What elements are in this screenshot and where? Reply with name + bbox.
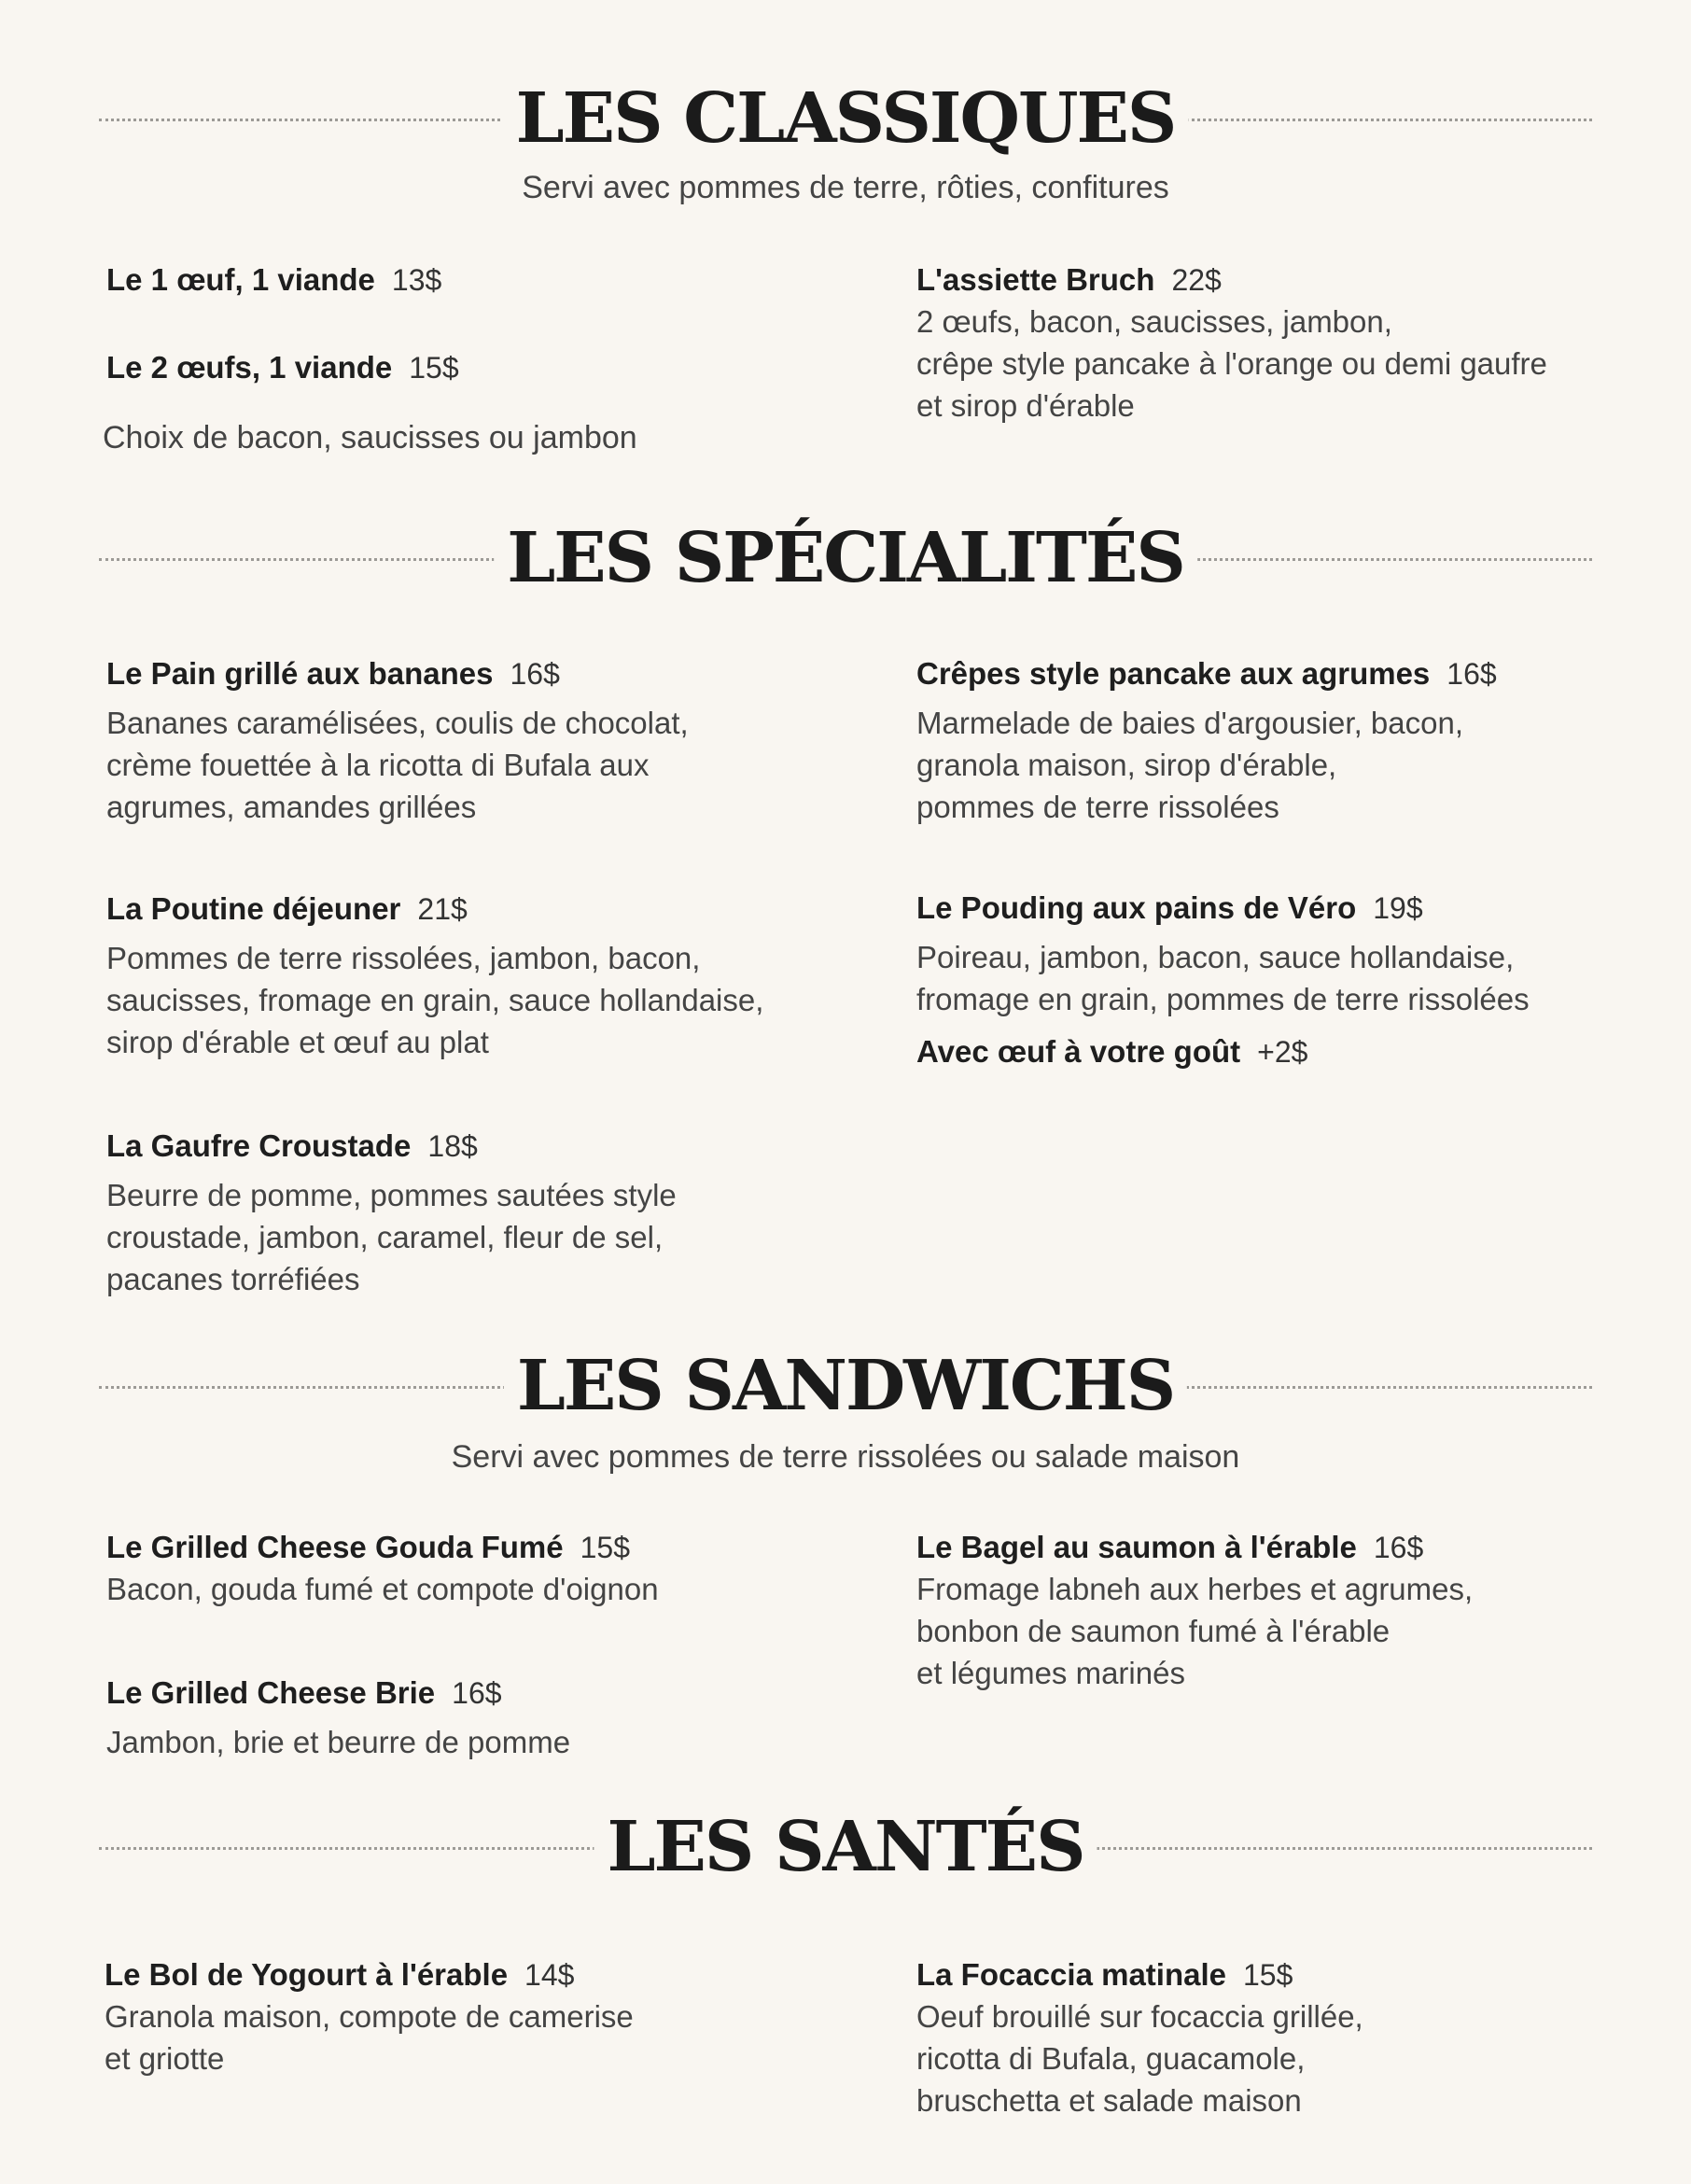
item-description: Poireau, jambon, bacon, sauce hollandaise, fromage en grain, pommes de terre rissolées [916, 940, 1530, 1016]
menu-item [105, 1954, 888, 2079]
item-name: La Focaccia matinale [916, 1957, 1226, 1992]
item-price: 16$ [1373, 1531, 1424, 1564]
item-name: Le Pain grillé aux bananes [106, 656, 494, 691]
item-name: Crêpes style pancake aux agrumes [916, 656, 1431, 691]
item-price: 16$ [510, 657, 560, 691]
item-note: Choix de bacon, saucisses ou jambon [103, 420, 637, 455]
item-price: 14$ [524, 1958, 575, 1992]
item-name: Le Grilled Cheese Gouda Fumé [106, 1530, 564, 1564]
item-name: La Poutine déjeuner [106, 891, 401, 926]
menu-item [916, 1954, 1691, 2121]
section-title: LES SANDWICHS [504, 1344, 1187, 1428]
item-price: 21$ [417, 892, 468, 926]
item-price: 16$ [1446, 657, 1497, 691]
item-description: Oeuf brouillé sur focaccia grillée, ricotta di Bufala, guacamole, bruschetta et salade maison [916, 1999, 1363, 2118]
item-name: Le Bol de Yogourt à l'érable [105, 1957, 509, 1992]
item-description: Bananes caramélisées, coulis de chocolat, crème fouettée à la ricotta di Bufala aux agrumes, amandes grillées [106, 706, 689, 824]
section-title: LES CLASSIQUES [503, 77, 1189, 161]
item-description: 2 œufs, bacon, saucisses, jambon, crêpe style pancake à l'orange ou demi gaufre et sirop d'érable [916, 304, 1547, 423]
item-price: 19$ [1373, 891, 1423, 925]
section-subtitle: Servi avec pommes de terre, rôties, confitures [522, 170, 1169, 205]
section-title: LES SANTÉS [594, 1805, 1097, 1889]
section-subtitle: Servi avec pommes de terre rissolées ou salade maison [451, 1439, 1240, 1475]
item-description: Marmelade de baies d'argousier, bacon, granola maison, sirop d'érable, pommes de terre rissolées [916, 706, 1463, 824]
item-name: L'assiette Bruch [916, 262, 1155, 297]
menu-item [916, 259, 1691, 427]
menu-item [106, 1527, 890, 1610]
menu-item [916, 888, 1691, 1072]
section-header-classiques [99, 77, 1592, 161]
item-name: Le Bagel au saumon à l'érable [916, 1530, 1357, 1564]
addon-price: +2$ [1257, 1035, 1308, 1069]
item-price: 16$ [452, 1676, 502, 1710]
item-description: Jambon, brie et beurre de pomme [106, 1725, 571, 1759]
menu-item [106, 1126, 890, 1300]
menu-item [106, 347, 890, 388]
menu-item [106, 889, 890, 1063]
item-name: Le 1 œuf, 1 viande [106, 262, 375, 297]
item-price: 22$ [1171, 263, 1222, 297]
item-price: 15$ [1242, 1958, 1293, 1992]
item-name: Le Pouding aux pains de Véro [916, 890, 1357, 925]
item-description: Granola maison, compote de camerise et griotte [105, 1999, 634, 2076]
menu-item [106, 653, 890, 828]
item-price: 15$ [409, 351, 459, 385]
item-addon [916, 1031, 1691, 1072]
item-price: 13$ [391, 263, 442, 297]
item-description: Fromage labneh aux herbes et agrumes, bonbon de saumon fumé à l'érable et légumes marinés [916, 1572, 1474, 1690]
item-description: Beurre de pomme, pommes sautées style croustade, jambon, caramel, fleur de sel, pacanes torréfiées [106, 1178, 677, 1296]
item-description: Bacon, gouda fumé et compote d'oignon [106, 1572, 659, 1606]
menu-item [106, 1673, 890, 1763]
item-price: 15$ [580, 1531, 631, 1564]
item-name: Le 2 œufs, 1 viande [106, 350, 393, 385]
item-price: 18$ [427, 1129, 478, 1163]
addon-name: Avec œuf à votre goût [916, 1034, 1241, 1069]
menu-item [916, 653, 1691, 828]
section-title: LES SPÉCIALITÉS [494, 516, 1197, 600]
menu-item [106, 259, 890, 301]
menu-item [916, 1527, 1691, 1694]
section-header-sandwichs [99, 1344, 1592, 1428]
item-description: Pommes de terre rissolées, jambon, bacon, saucisses, fromage en grain, sauce hollandaise, sirop d'érable et œuf au plat [106, 941, 764, 1059]
section-header-santes [99, 1805, 1592, 1889]
item-name: Le Grilled Cheese Brie [106, 1675, 436, 1710]
section-header-specialites [99, 516, 1592, 600]
item-name: La Gaufre Croustade [106, 1128, 412, 1163]
